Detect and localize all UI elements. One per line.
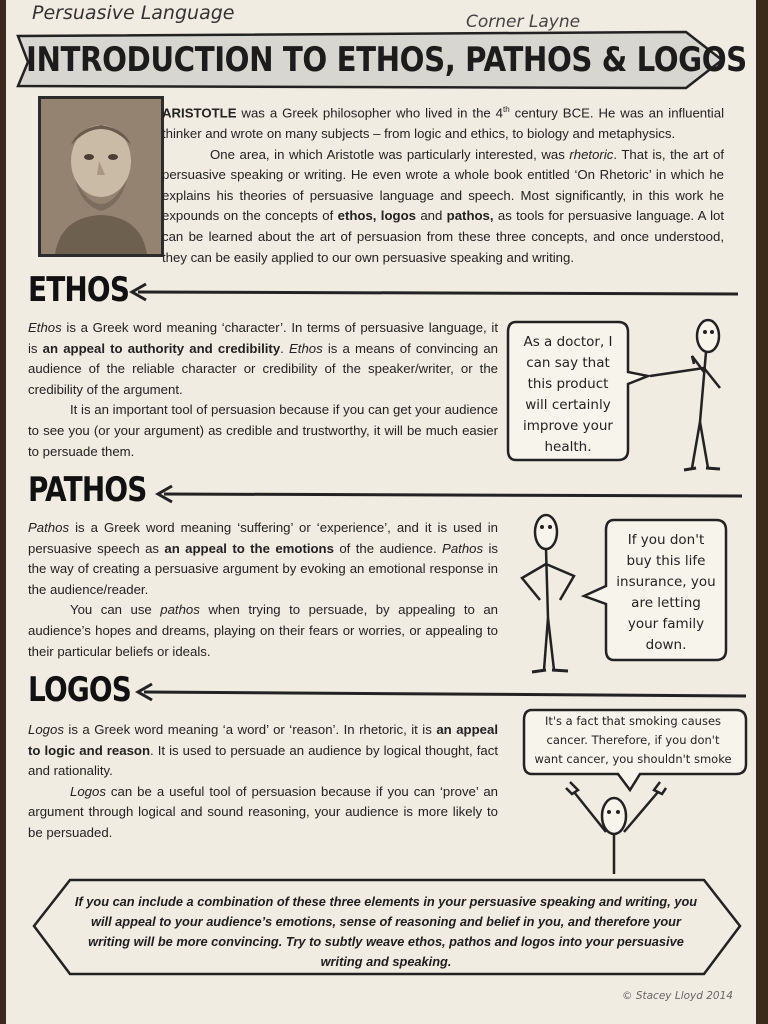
- doctor-stick-figure: [636, 312, 736, 478]
- ethos-heading: ETHOS: [28, 270, 130, 310]
- logos-heading: LOGOS: [28, 670, 132, 710]
- summary-text: If you can include a combination of these three elements in your persuasive speaking and writing, you will appeal to your audience’s emotions, sense of reasoning and belief in you, and therefore your writing will be more convincing. Try to subtly weave ethos, pathos and logos into your persuasive writing and speaking.: [74, 894, 698, 969]
- worksheet-page: [6, 0, 756, 1024]
- logos-bubble-text: It's a fact that smoking causes cancer. Therefore, if you don't want cancer, you shouldn't smoke: [534, 714, 732, 766]
- copyright-notice: © Stacey Lloyd 2014: [622, 990, 733, 1002]
- page-title: INTRODUCTION TO ETHOS, PATHOS & LOGOS: [26, 40, 747, 80]
- section-label: Persuasive Language: [32, 2, 235, 24]
- smoking-stick-figure: [562, 778, 672, 878]
- ethos-text: Ethos is a Greek word meaning ‘character’. In terms of persuasive language, it is an appeal to authority and credibility. Ethos is a means of convincing an audience of the reliable character or credibility of the speaker/writer, or the credibility of the argument. It is an important tool of persuasion because if you can get your audience to see you (or your argument) as credible and trustworthy, it will be much easier to persuade them.: [28, 320, 499, 459]
- logos-text: Logos is a Greek word meaning ‘a word’ or ‘reason’. In rhetoric, it is an appeal to logic and reason. It is used to persuade an audience by logical thought, fact and rationality. Logos can be a useful tool of persuasion because if you can ‘prove’ an argument through logical and sound reasoning, your audience is more likely to be persuaded.: [28, 722, 498, 840]
- pathos-heading-arrow: [154, 484, 744, 504]
- ethos-bubble-text: As a doctor, I can say that this product will certainly improve your health.: [523, 334, 613, 455]
- pathos-heading: PATHOS: [28, 470, 147, 510]
- intro-paragraph: ARISTOTLE was a Greek philosopher who lived in the 4th century BCE. He was an influential thinker and wrote on many subjects – from logic and ethics, to biology and metaphysics. One area, in which Aristotle was particularly interested, was rhetoric. That is, the art of persuasive speaking or writing. He even wrote a whole book entitled ‘On Rhetoric’ in which he explains his theories of persuasive language and speech. Most significantly, in this work he expounds on the concepts of ethos, logos and pathos, as tools for persuasive language. A lot can be learned about the art of persuasion from these three concepts, and once understood, they can be easily applied to our own persuasive speaking and writing.: [162, 105, 725, 265]
- student-name-handwritten: Corner Layne: [466, 12, 581, 32]
- ethos-heading-arrow: [128, 282, 740, 302]
- pathos-bubble-text: If you don't buy this life insurance, you are letting your family down.: [616, 532, 716, 653]
- aristotle-name: ARISTOTLE: [162, 105, 237, 121]
- insurance-stick-figure: [512, 508, 586, 678]
- pathos-text: Pathos is a Greek word meaning ‘suffering’ or ‘experience’, and it is used in persuasive speech as an appeal to the emotions of the audience. Pathos is the way of creating a persuasive argument by evoking an emotional response in the audience/reader. You can use pathos when trying to persuade, by appealing to an audience’s hopes and dreams, playing on their fears or worries, or appealing to their particular beliefs or ideals.: [28, 520, 499, 659]
- logos-heading-arrow: [134, 682, 748, 702]
- aristotle-portrait: [38, 96, 164, 257]
